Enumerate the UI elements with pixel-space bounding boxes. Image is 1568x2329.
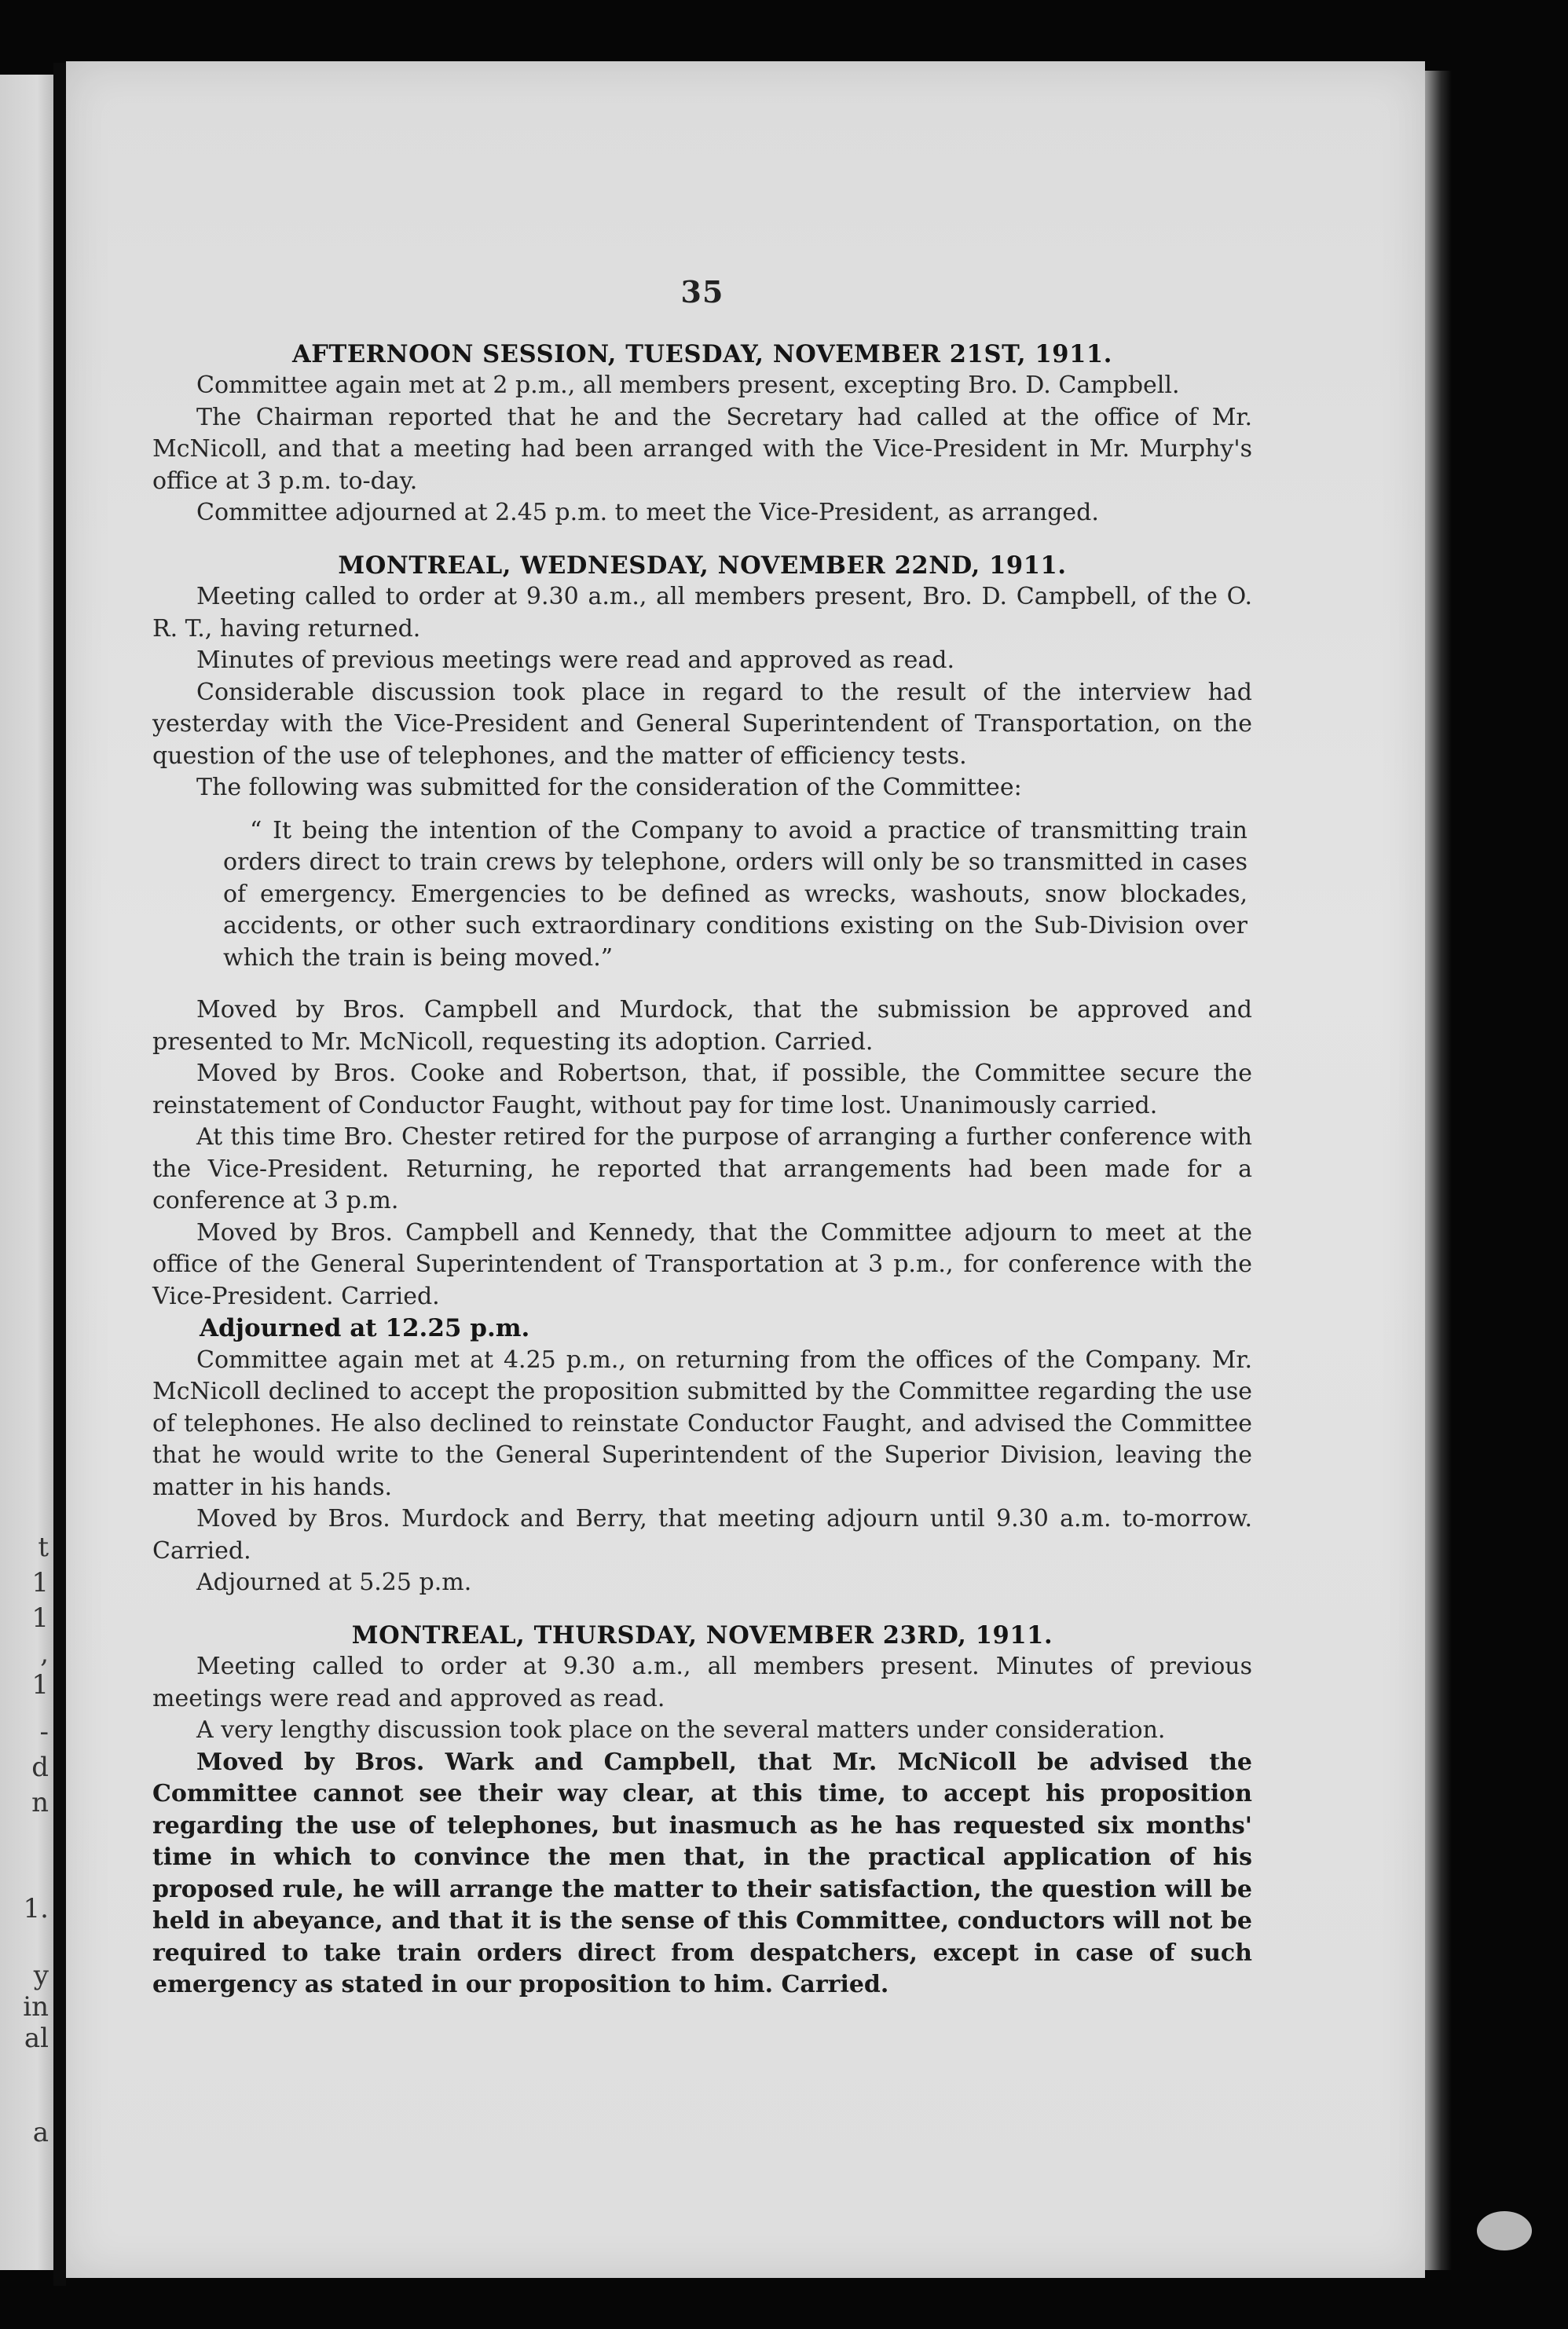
margin-fragment: 1 xyxy=(31,1567,49,1598)
paragraph: Moved by Bros. Campbell and Kennedy, that the Committee adjourn to meet at the office of the General Superintendent of Transportation at 3 p.m., for conference with the Vice-President. Carried. xyxy=(152,1218,1252,1310)
margin-fragment: in xyxy=(23,1991,49,2023)
margin-fragment: d xyxy=(31,1752,49,1783)
margin-fragment: y xyxy=(33,1960,49,1991)
paragraph: Committee again met at 2 p.m., all members present, excepting Bro. D. Campbell. xyxy=(196,372,1180,399)
paragraph: A very lengthy discussion took place on the several matters under consideration. xyxy=(196,1716,1166,1744)
adjacent-page-edge xyxy=(0,75,53,2270)
paragraph: Committee again met at 4.25 p.m., on returning from the offices of the Company. Mr. McNicoll declined to accept the proposition submitted by the Committee regarding the use of telephones. He also declined to reinstate Conductor Faught, and advised the Committee that he would write to the General Superintendent of the Superior Division, leaving the matter in his hands. xyxy=(152,1346,1252,1501)
section-heading: MONTREAL, WEDNESDAY, NOVEMBER 22ND, 1911. xyxy=(338,551,1067,580)
margin-fragment: n xyxy=(31,1787,49,1818)
block-quote: “ It being the intention of the Company to avoid a practice of transmitting train orders direct to train crews by telephone, orders will only be so transmitted in cases of emergency. Emergencies to be defined as wrecks, washouts, snow blockades, accidents, or other such extraordinary conditions existing on the Sub-Division over which the train is being moved.” xyxy=(223,816,1247,972)
page-content xyxy=(152,201,1252,2001)
paragraph: Moved by Bros. Wark and Campbell, that Mr. McNicoll be advised the Committee cannot see their way clear, at this time, to accept his proposition regarding the use of telephones, but inasmuch as he has requested six months' time in which to convince the men that, in the practical application of his proposed rule, he will arrange the matter to their satisfaction, the question will be held in abeyance, and that it is the sense of this Committee, conductors will not be required to take train orders direct from despatchers, except in case of such emergency as stated in our proposition to him. Carried. xyxy=(152,1748,1252,1998)
paragraph: Moved by Bros. Campbell and Murdock, that the submission be approved and presented to Mr. McNicoll, requesting its adoption. Carried. xyxy=(152,996,1252,1056)
section-heading: AFTERNOON SESSION, TUESDAY, NOVEMBER 21ST, 1911. xyxy=(292,339,1112,368)
paragraph: Adjourned at 5.25 p.m. xyxy=(196,1569,472,1596)
paragraph: Moved by Bros. Murdock and Berry, that meeting adjourn until 9.30 a.m. to-morrow. Carried. xyxy=(152,1505,1252,1565)
adjourned-note: Adjourned at 12.25 p.m. xyxy=(200,1314,530,1342)
margin-fragment: - xyxy=(39,1716,49,1748)
paragraph: Moved by Bros. Cooke and Robertson, that, if possible, the Committee secure the reinstatement of Conductor Faught, without pay for time lost. Unanimously carried. xyxy=(152,1060,1252,1119)
paragraph: The Chairman reported that he and the Secretary had called at the office of Mr. McNicoll, and that a meeting had been arranged with the Vice-President in Mr. Murphy's office at 3 p.m. to-day. xyxy=(152,403,1252,495)
section-heading: MONTREAL, THURSDAY, NOVEMBER 23RD, 1911. xyxy=(351,1620,1053,1650)
page-number: 35 xyxy=(680,274,724,309)
paragraph: Committee adjourned at 2.45 p.m. to meet the Vice-President, as arranged. xyxy=(196,499,1099,526)
margin-fragment: 1 xyxy=(31,1669,49,1701)
paragraph: The following was submitted for the consideration of the Committee: xyxy=(196,774,1022,801)
paragraph: Considerable discussion took place in regard to the result of the interview had yesterday with the Vice-President and General Superintendent of Transportation, on the question of the use of telephones, and the matter of efficiency tests. xyxy=(152,678,1252,770)
paragraph: Meeting called to order at 9.30 a.m., all members present, Bro. D. Campbell, of the O. R. T., having returned. xyxy=(152,583,1252,643)
margin-fragment: 1 xyxy=(31,1602,49,1634)
book-gutter xyxy=(53,63,66,2286)
paragraph: Meeting called to order at 9.30 a.m., all members present. Minutes of previous meetings were read and approved as read. xyxy=(152,1653,1252,1712)
margin-fragment: 1. xyxy=(23,1893,49,1924)
margin-fragment: , xyxy=(40,1638,49,1669)
paragraph: Minutes of previous meetings were read and approved as read. xyxy=(196,646,955,674)
document-page xyxy=(66,61,1425,2278)
paper-stain xyxy=(1477,2211,1532,2250)
margin-fragment: a xyxy=(32,2117,49,2148)
page-edge-shadow xyxy=(1425,71,1452,2270)
paragraph: At this time Bro. Chester retired for the purpose of arranging a further conference with the Vice-President. Returning, he reported that arrangements had been made for a conference at 3 p.m. xyxy=(152,1123,1252,1214)
margin-fragment: al xyxy=(24,2023,49,2054)
margin-fragment: t xyxy=(38,1532,49,1563)
